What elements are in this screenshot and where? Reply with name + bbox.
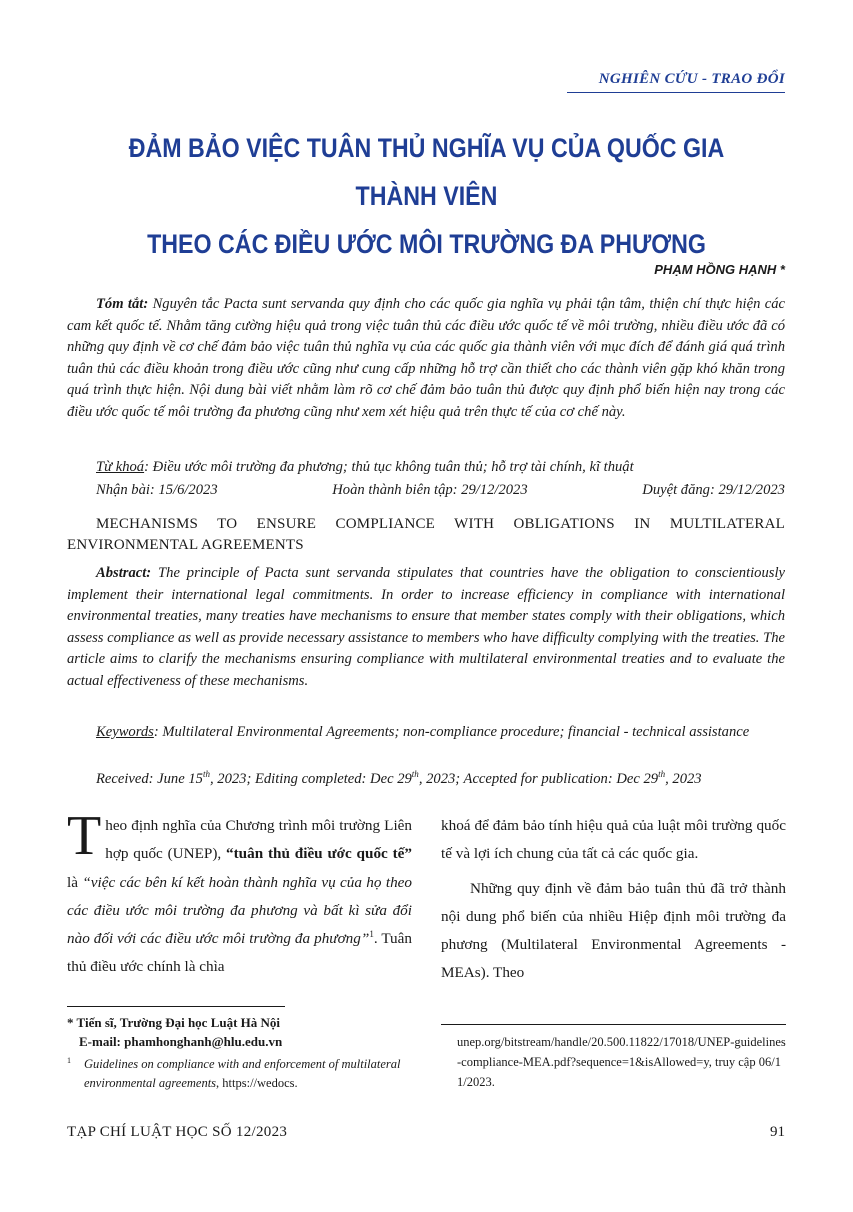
page-number: 91 bbox=[770, 1124, 785, 1140]
body-left-text-c: là bbox=[67, 873, 83, 891]
footnote-1-continued: unep.org/bitstream/handle/20.500.11822/17018/UNEP-guidelines-compliance-MEA.pdf?sequence=1&isAllowed=y, truy cập 06/11/2023. bbox=[457, 1035, 786, 1089]
footnote-1-mark: 1 bbox=[67, 1056, 71, 1065]
section-underline bbox=[567, 92, 785, 93]
article-title bbox=[94, 124, 759, 268]
drop-cap: T bbox=[67, 805, 102, 867]
en-abstract-label: Abstract: bbox=[96, 565, 152, 581]
vi-dates bbox=[96, 482, 785, 499]
en-received: Received: June 15 bbox=[96, 771, 203, 787]
en-keywords bbox=[67, 722, 785, 744]
vi-keywords bbox=[96, 457, 785, 479]
en-accepted: , 2023; Accepted for publication: Dec 29 bbox=[418, 771, 659, 787]
vi-keywords-text: : Điều ước môi trường đa phương; thủ tục không tuân thủ; hỗ trợ tài chính, kĩ thuật bbox=[144, 459, 634, 475]
body-left-text-d: . Tuân thủ điều ước chính là chìa bbox=[67, 930, 412, 976]
body-right-para-1: khoá để đảm bảo tính hiệu quả của luật môi trường quốc tế và lợi ích chung của tất cả các quốc gia. bbox=[441, 817, 786, 863]
body-left-text-a: heo định nghĩa của Chương trình môi trường Liên hợp quốc (UNEP), bbox=[105, 817, 412, 863]
footnotes-left bbox=[67, 1014, 412, 1092]
journal-name: TẠP CHÍ LUẬT HỌC SỐ 12/2023 bbox=[67, 1124, 288, 1140]
body-left-quote: “việc các bên kí kết hoàn thành nghĩa vụ của họ theo các điều ước môi trường đa phương và bất kì sửa đổi nào đối với các điều ước môi trường đa phương” bbox=[67, 873, 412, 948]
en-keywords-label: Keywords bbox=[96, 724, 154, 740]
author-affiliation: * Tiến sĩ, Trường Đại học Luật Hà Nội bbox=[67, 1015, 281, 1030]
english-title-text: MECHANISMS TO ENSURE COMPLIANCE WITH OBLIGATIONS IN MULTILATERAL ENVIRONMENTAL AGREEMENTS bbox=[67, 516, 785, 553]
en-keywords-text: : Multilateral Environmental Agreements; non-compliance procedure; financial - technical assistance bbox=[153, 724, 750, 740]
footnote-rule-left bbox=[67, 1006, 285, 1007]
en-accepted-sup: th bbox=[658, 769, 666, 780]
date-edited: Hoàn thành biên tập: 29/12/2023 bbox=[332, 482, 528, 498]
author-email: E-mail: phamhonghanh@hlu.edu.vn bbox=[79, 1033, 283, 1049]
en-edited-sup: th bbox=[411, 769, 419, 780]
en-accepted-post: , 2023 bbox=[665, 771, 702, 787]
body-right-para-2: Những quy định về đảm bảo tuân thủ đã trở thành nội dung phổ biến của nhiều Hiệp định môi trường đa phương (Multilateral Environmental Agreements - MEAs). Theo bbox=[441, 879, 786, 982]
en-dates bbox=[96, 769, 796, 791]
vi-abstract-text: Nguyên tắc Pacta sunt servanda quy định cho các quốc gia nghĩa vụ phải tận tâm, thiện chí thực hiện các cam kết quốc tế. Nhằm tăng cường hiệu quả trong việc tuân thủ các điều ước quốc tế về môi trường, nhiều điều ước đã có những quy định về cơ chế đảm bảo việc tuân thủ nghĩa vụ của các quốc gia thành viên với mục đích để đánh giá quá trình tuân thủ các điều khoản trong điều ước cũng như cung cấp những hỗ trợ cần thiết cho các thành viên gặp khó khăn trong quá trình thực hiện. Nội dung bài viết nhằm làm rõ cơ chế đảm bảo tuân thủ được quy định phổ biến hiện nay trong các điều ước quốc tế môi trường đa phương cũng như xem xét hiệu quả trên thực tế của cơ chế này. bbox=[67, 296, 785, 420]
en-abstract bbox=[67, 563, 785, 693]
author-name: PHẠM HỒNG HẠNH * bbox=[654, 262, 785, 277]
date-received: Nhận bài: 15/6/2023 bbox=[96, 482, 218, 498]
footnote-1-link: , https://wedocs. bbox=[216, 1075, 298, 1090]
body-right-column bbox=[441, 812, 786, 988]
en-edited: , 2023; Editing completed: Dec 29 bbox=[209, 771, 412, 787]
en-received-sup: th bbox=[202, 769, 210, 780]
footnote-ref-1: 1 bbox=[369, 929, 374, 940]
footnote-1 bbox=[67, 1055, 412, 1092]
title-line-1: ĐẢM BẢO VIỆC TUÂN THỦ NGHĨA VỤ CỦA QUỐC GIA THÀNH VIÊN bbox=[128, 133, 725, 211]
vi-abstract-label: Tóm tắt: bbox=[96, 296, 149, 312]
body-left-term: “tuân thủ điều ước quốc tế” bbox=[226, 845, 413, 863]
date-accepted: Duyệt đăng: 29/12/2023 bbox=[642, 482, 785, 498]
footnote-rule-right bbox=[441, 1024, 786, 1025]
section-label: NGHIÊN CỨU - TRAO ĐỔI bbox=[598, 71, 785, 87]
footnote-1-title: Guidelines on compliance with and enforcement of multilateral environmental agreements bbox=[84, 1057, 401, 1090]
body-left-column bbox=[67, 805, 413, 982]
vi-keywords-label: Từ khoá bbox=[96, 459, 145, 475]
title-line-2: THEO CÁC ĐIỀU ƯỚC MÔI TRƯỜNG ĐA PHƯƠNG bbox=[147, 229, 706, 259]
vi-abstract bbox=[67, 294, 785, 424]
english-title bbox=[67, 514, 785, 556]
en-abstract-text: The principle of Pacta sunt servanda stipulates that countries have the obligation to conscientiously implement their international legal commitments. In order to increase efficiency in compliance with international environmental treaties, many treaties have mechanisms to ensure that member states comply with their obligations, which assess compliance as well as provide necessary assistance to members who have difficulty complying with the treaties. The article aims to clarify the mechanisms ensuring compliance with multilateral environmental treaties and to evaluate the actual effectiveness of these mechanisms. bbox=[67, 565, 785, 689]
